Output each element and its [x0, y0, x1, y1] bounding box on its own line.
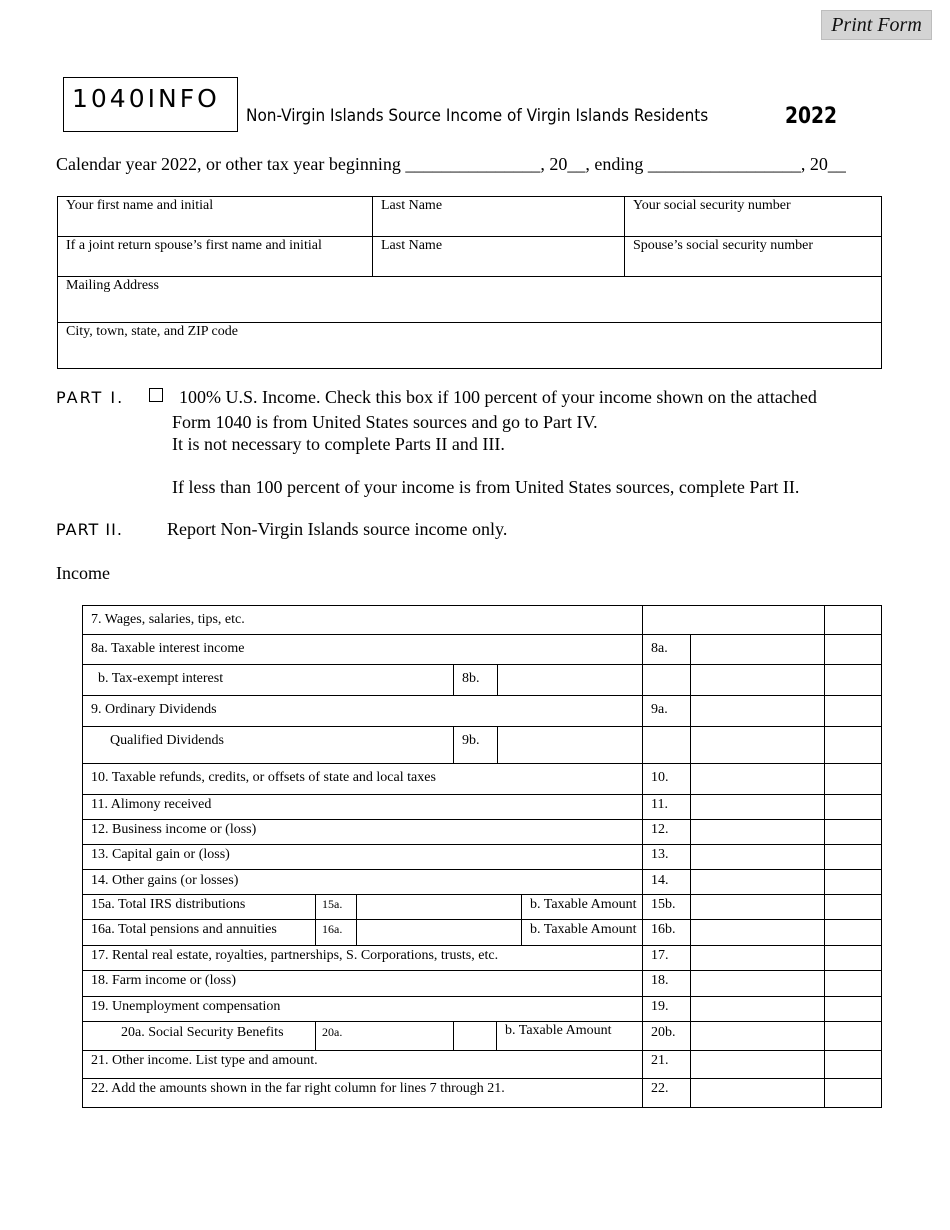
line-15b-cents[interactable] — [825, 895, 882, 920]
line-16a-label: 16a. Total pensions and annuities — [83, 920, 316, 946]
line-22-ref: 22. — [643, 1079, 691, 1108]
income-heading: Income — [56, 563, 110, 583]
line-9b-ref: 9b. — [454, 727, 498, 764]
line-16a-amount[interactable] — [357, 920, 522, 946]
line-8b-col-amount — [691, 665, 825, 696]
line-9b-row — [83, 727, 882, 764]
line-11-row — [83, 795, 882, 820]
line-20-divider — [496, 1021, 497, 1050]
part1-line4: If less than 100 percent of your income is from United States sources, complete Part II. — [172, 477, 800, 497]
line-11-cents[interactable] — [825, 795, 882, 820]
line-18-ref: 18. — [643, 971, 691, 997]
line-9b-label: Qualified Dividends — [83, 727, 454, 764]
spouse-ssn-label: Spouse’s social security number — [633, 238, 814, 253]
line-10-amount[interactable] — [691, 764, 825, 795]
line-8b-row — [83, 665, 882, 696]
line-13-amount[interactable] — [691, 845, 825, 870]
line-14-cents[interactable] — [825, 870, 882, 895]
line-19-cents[interactable] — [825, 997, 882, 1022]
line-8a-label: 8a. Taxable interest income — [83, 635, 643, 665]
line-21-amount[interactable] — [691, 1051, 825, 1079]
line-17-ref: 17. — [643, 946, 691, 971]
first-name-label: Your first name and initial — [66, 198, 214, 213]
line-10-ref: 10. — [643, 764, 691, 795]
line-9b-blank — [643, 727, 691, 764]
line-14-ref: 14. — [643, 870, 691, 895]
line-20b-amount[interactable] — [691, 1022, 825, 1051]
part1-line3: It is not necessary to complete Parts II and III. — [172, 434, 505, 454]
line-9a-ref: 9a. — [643, 696, 691, 727]
tax-year-line: Calendar year 2022, or other tax year beginning _______________, 20__, ending _________________, 20__ — [56, 154, 846, 174]
line-17-label: 17. Rental real estate, royalties, partnerships, S. Corporations, trusts, etc. — [83, 946, 643, 971]
line-8a-cents[interactable] — [825, 635, 882, 665]
city-state-zip-field[interactable] — [58, 323, 882, 369]
line-17-amount[interactable] — [691, 946, 825, 971]
mailing-address-label: Mailing Address — [66, 278, 159, 293]
line-20a-label: 20a. Social Security Benefits — [83, 1022, 316, 1051]
last-name-field[interactable] — [373, 197, 625, 237]
line-22-amount[interactable] — [691, 1079, 825, 1108]
line-15b-ref: 15b. — [643, 895, 691, 920]
line-17-cents[interactable] — [825, 946, 882, 971]
line-21-cents[interactable] — [825, 1051, 882, 1079]
spouse-last-name-label: Last Name — [381, 238, 443, 253]
line-20b-ref: 20b. — [643, 1022, 691, 1051]
line-15-row — [83, 895, 882, 920]
line-16b-cents[interactable] — [825, 920, 882, 946]
line-20a-ref: 20a. — [316, 1022, 454, 1051]
line-9b-amount[interactable] — [498, 727, 643, 764]
line-13-row — [83, 845, 882, 870]
first-name-field[interactable] — [58, 197, 373, 237]
line-12-label: 12. Business income or (loss) — [83, 820, 643, 845]
line-11-amount[interactable] — [691, 795, 825, 820]
line-19-ref: 19. — [643, 997, 691, 1022]
line-15a-label: 15a. Total IRS distributions — [83, 895, 316, 920]
line-15a-amount[interactable] — [357, 895, 522, 920]
line-9a-label: 9. Ordinary Dividends — [83, 696, 643, 727]
part1-label: PART I. — [56, 388, 125, 407]
line-11-ref: 11. — [643, 795, 691, 820]
line-16b-ref: 16b. — [643, 920, 691, 946]
form-id: 1040INFO — [63, 77, 238, 132]
part2-text: Report Non-Virgin Islands source income only. — [167, 519, 508, 539]
line-8b-blank — [643, 665, 691, 696]
line-20-row — [83, 1022, 882, 1051]
line-19-row — [83, 997, 882, 1022]
line-15a-ref: 15a. — [316, 895, 357, 920]
mailing-address-field[interactable] — [58, 277, 882, 323]
line-11-label: 11. Alimony received — [83, 795, 643, 820]
line-12-amount[interactable] — [691, 820, 825, 845]
line-19-amount[interactable] — [691, 997, 825, 1022]
line-8b-ref: 8b. — [454, 665, 498, 696]
line-10-label: 10. Taxable refunds, credits, or offsets of state and local taxes — [83, 764, 643, 795]
part2-label: PART II. — [56, 520, 123, 539]
line-13-label: 13. Capital gain or (loss) — [83, 845, 643, 870]
part1-line2: Form 1040 is from United States sources and go to Part IV. — [172, 412, 598, 432]
line-9b-col-cents — [825, 727, 882, 764]
spouse-last-name-field[interactable] — [373, 237, 625, 277]
line-14-label: 14. Other gains (or losses) — [83, 870, 643, 895]
line-20b-cents[interactable] — [825, 1022, 882, 1051]
line-10-row — [83, 764, 882, 795]
line-13-cents[interactable] — [825, 845, 882, 870]
us-income-checkbox[interactable] — [149, 388, 163, 402]
line-22-row — [83, 1079, 882, 1108]
spouse-first-name-field[interactable] — [58, 237, 373, 277]
form-title: Non-Virgin Islands Source Income of Virgin Islands Residents — [246, 106, 709, 126]
line-9a-amount[interactable] — [691, 696, 825, 727]
ssn-label: Your social security number — [633, 198, 791, 213]
line-18-label: 18. Farm income or (loss) — [83, 971, 643, 997]
line-18-amount[interactable] — [691, 971, 825, 997]
line-22-cents[interactable] — [825, 1079, 882, 1108]
line-13-ref: 13. — [643, 845, 691, 870]
line-17-row — [83, 946, 882, 971]
line-12-row — [83, 820, 882, 845]
line-12-cents[interactable] — [825, 820, 882, 845]
line-12-ref: 12. — [643, 820, 691, 845]
line-15b-label: b. Taxable Amount — [522, 895, 643, 920]
line-19-label: 19. Unemployment compensation — [83, 997, 643, 1022]
ssn-field[interactable] — [625, 197, 882, 237]
line-22-label: 22. Add the amounts shown in the far right column for lines 7 through 21. — [83, 1079, 643, 1108]
line-7-row — [83, 606, 882, 635]
form-year: 2022 — [785, 104, 838, 129]
line-14-amount[interactable] — [691, 870, 825, 895]
line-8b-col-cents — [825, 665, 882, 696]
line-16a-ref: 16a. — [316, 920, 357, 946]
income-table — [82, 605, 882, 1108]
line-7-amount[interactable] — [643, 606, 825, 635]
line-9a-row — [83, 696, 882, 727]
city-state-zip-label: City, town, state, and ZIP code — [66, 324, 238, 339]
name-address-section — [57, 196, 882, 369]
line-8b-label: b. Tax-exempt interest — [83, 665, 454, 696]
line-7-label: 7. Wages, salaries, tips, etc. — [83, 606, 643, 635]
line-21-label: 21. Other income. List type and amount. — [83, 1051, 643, 1079]
line-7-cents[interactable] — [825, 606, 882, 635]
line-18-cents[interactable] — [825, 971, 882, 997]
print-form-button[interactable]: Print Form — [821, 10, 932, 40]
line-16b-amount[interactable] — [691, 920, 825, 946]
line-20b-label: b. Taxable Amount — [505, 1023, 612, 1038]
line-8a-row — [83, 635, 882, 665]
part1-line1: 100% U.S. Income. Check this box if 100 percent of your income shown on the attached — [179, 387, 817, 407]
line-16-row — [83, 920, 882, 946]
line-14-row — [83, 870, 882, 895]
line-16b-label: b. Taxable Amount — [522, 920, 643, 946]
line-8b-amount[interactable] — [498, 665, 643, 696]
line-9b-col-amount — [691, 727, 825, 764]
line-15b-amount[interactable] — [691, 895, 825, 920]
line-21-ref: 21. — [643, 1051, 691, 1079]
line-18-row — [83, 971, 882, 997]
line-8a-ref: 8a. — [643, 635, 691, 665]
line-10-cents[interactable] — [825, 764, 882, 795]
spouse-ssn-field[interactable] — [625, 237, 882, 277]
spouse-first-name-label: If a joint return spouse’s first name and initial — [66, 238, 322, 253]
last-name-label: Last Name — [381, 198, 443, 213]
line-21-row — [83, 1051, 882, 1079]
line-8a-amount[interactable] — [691, 635, 825, 665]
line-9a-cents[interactable] — [825, 696, 882, 727]
